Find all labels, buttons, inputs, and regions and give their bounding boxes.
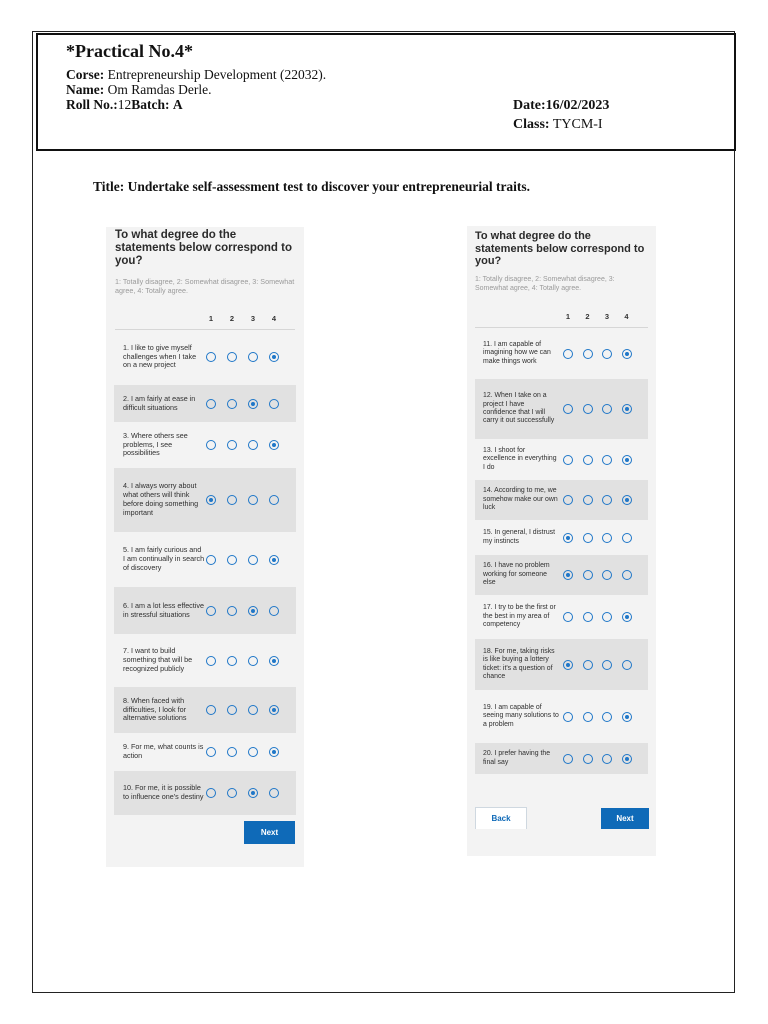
question-text: 4. I always worry about what others will think before doing something important [123,481,199,517]
rating-radio-1[interactable] [563,533,573,543]
column-header-1: 1 [208,314,214,323]
rating-radio-group [206,747,290,757]
rating-radio-4[interactable] [269,705,279,715]
selected-dot [566,536,570,540]
rating-radio-group [563,495,641,505]
next-button[interactable]: Next [244,821,295,844]
practical-header-box [36,33,736,151]
question-text: 14. According to me, we somehow make our own luck [483,487,558,512]
rating-radio-1[interactable] [206,747,216,757]
rating-radio-1[interactable] [206,788,216,798]
roll-value: 12 [117,97,132,112]
rating-radio-1[interactable] [206,352,216,362]
selected-dot [272,443,276,447]
rating-radio-4[interactable] [622,660,632,670]
survey-screenshot-2 [467,226,656,856]
date-value: 16/02/2023 [545,98,610,113]
rating-radio-3[interactable] [602,533,612,543]
selected-dot [625,715,629,719]
rating-radio-4[interactable] [269,656,279,666]
question-text: 3. Where others see problems, I see possibilities [123,430,188,458]
question-row [114,771,296,815]
rating-radio-3[interactable] [602,404,612,414]
question-row [114,636,296,685]
question-row [475,597,648,637]
rating-radio-1[interactable] [563,660,573,670]
class-line [513,117,603,133]
column-header-3: 3 [250,314,256,323]
rating-radio-group [206,399,290,409]
rating-radio-4[interactable] [269,747,279,757]
rating-radio-group [563,404,641,414]
selected-dot [272,659,276,663]
rating-radio-4[interactable] [622,533,632,543]
scale-legend: 1: Totally disagree, 2: Somewhat disagree, 3: Somewhat agree, 4: Totally agree. [115,277,295,295]
question-text: 20. I prefer having the final say [483,750,551,766]
question-text: 2. I am fairly at ease in difficult situations [123,393,196,412]
rating-radio-3[interactable] [248,495,258,505]
selected-dot [566,573,570,577]
rating-radio-4[interactable] [622,754,632,764]
rating-radio-group [563,533,641,543]
selected-dot [251,609,255,613]
back-button[interactable]: Back [475,807,527,829]
rating-radio-4[interactable] [622,570,632,580]
rating-radio-1[interactable] [563,754,573,764]
rating-radio-1[interactable] [563,495,573,505]
question-row [475,692,648,741]
question-text: 13. I shoot for excellence in everything I do [483,446,557,471]
selected-dot [251,791,255,795]
selected-dot [625,407,629,411]
rating-radio-2[interactable] [227,555,237,565]
rating-radio-3[interactable] [248,352,258,362]
question-heading: To what degree do the statements below correspond to you? [115,229,293,268]
question-row [114,385,296,422]
scale-column-headers [206,314,290,323]
question-row [114,331,296,383]
rating-radio-4[interactable] [269,440,279,450]
rating-radio-group [206,788,290,798]
rating-radio-group [206,656,290,666]
rating-radio-2[interactable] [583,660,593,670]
rating-radio-3[interactable] [248,440,258,450]
course-label: Corse: [66,67,105,82]
selected-dot [272,558,276,562]
rating-radio-group [563,754,641,764]
header-divider [115,329,295,330]
scale-column-headers [563,312,641,321]
survey-screenshot-1 [106,227,304,867]
question-row [475,743,648,774]
rating-radio-4[interactable] [622,404,632,414]
question-text: 5. I am fairly curious and I am continually in search of discovery [123,545,205,572]
rating-radio-group [563,612,641,622]
rating-radio-group [206,555,290,565]
name-line [66,82,211,98]
question-heading: To what degree do the statements below correspond to you? [475,230,645,268]
selected-dot [272,750,276,754]
course-value: Entrepreneurship Development (22032). [107,67,327,82]
question-text: 17. I try to be the first or the best in my area of competency [483,604,556,629]
rating-radio-group [563,455,641,465]
selected-dot [625,498,629,502]
rating-radio-group [563,660,641,670]
rating-radio-2[interactable] [583,712,593,722]
roll-label: Roll No.: [66,97,118,112]
batch-value: A [172,97,183,112]
rating-radio-group [206,440,290,450]
rating-radio-3[interactable] [248,606,258,616]
question-row [475,379,648,439]
date-label: Date: [513,98,546,113]
rating-radio-4[interactable] [622,712,632,722]
rating-radio-2[interactable] [227,352,237,362]
class-value: TYCM-I [552,117,603,132]
rating-radio-group [206,495,290,505]
question-row [475,522,648,553]
question-row [114,735,296,769]
question-row [475,639,648,690]
rating-radio-2[interactable] [583,455,593,465]
rating-radio-3[interactable] [248,705,258,715]
rating-radio-2[interactable] [583,533,593,543]
rating-radio-group [206,606,290,616]
rating-radio-3[interactable] [602,570,612,580]
selected-dot [625,458,629,462]
rating-radio-3[interactable] [248,399,258,409]
question-row [475,330,648,377]
rating-radio-1[interactable] [563,612,573,622]
date-line [513,98,609,114]
rating-radio-1[interactable] [206,440,216,450]
rating-radio-4[interactable] [622,612,632,622]
rating-radio-group [206,352,290,362]
rating-radio-2[interactable] [227,606,237,616]
rating-radio-group [563,570,641,580]
question-text: 12. When I take on a project I have confidence that I will carry it out successfully [483,392,555,425]
rating-radio-3[interactable] [602,612,612,622]
rating-radio-1[interactable] [563,349,573,359]
rating-radio-2[interactable] [583,495,593,505]
selected-dot [272,708,276,712]
column-header-4: 4 [271,314,277,323]
rating-radio-1[interactable] [206,705,216,715]
rating-radio-4[interactable] [269,606,279,616]
rating-radio-4[interactable] [622,495,632,505]
rating-radio-group [563,349,641,359]
scale-legend: 1: Totally disagree, 2: Somewhat disagree, 3: Somewhat agree, 4: Totally agree. [475,276,615,292]
rating-radio-group [563,712,641,722]
rating-radio-1[interactable] [206,495,216,505]
column-header-2: 2 [229,314,235,323]
rating-radio-2[interactable] [583,349,593,359]
rating-radio-4[interactable] [269,352,279,362]
rating-radio-1[interactable] [206,606,216,616]
rating-radio-3[interactable] [248,555,258,565]
rating-radio-3[interactable] [602,455,612,465]
rating-radio-1[interactable] [206,656,216,666]
selected-dot [625,615,629,619]
rating-radio-2[interactable] [583,754,593,764]
question-text: 1. I like to give myself challenges when I take on a new project [123,342,197,370]
rating-radio-1[interactable] [563,712,573,722]
rating-radio-3[interactable] [602,712,612,722]
rating-radio-2[interactable] [227,788,237,798]
rating-radio-4[interactable] [269,788,279,798]
selected-dot [625,352,629,356]
header-divider [475,327,648,328]
rating-radio-1[interactable] [563,404,573,414]
rating-radio-2[interactable] [583,612,593,622]
question-text: 6. I am a lot less effective in stressful situations [123,600,204,619]
question-text: 11. I am capable of imagining how we can make things work [483,340,551,365]
question-row [475,441,648,478]
selected-dot [625,757,629,761]
question-row [114,424,296,466]
rating-radio-4[interactable] [622,455,632,465]
column-header-3: 3 [604,312,610,321]
rating-radio-3[interactable] [602,754,612,764]
question-row [114,468,296,532]
selected-dot [209,498,213,502]
class-label: Class: [513,117,550,132]
question-text: 18. For me, taking risks is like buying a lottery ticket: it's a question of chance [483,647,555,680]
question-text: 8. When faced with difficulties, I look for alternative solutions [123,695,187,723]
selected-dot [272,355,276,359]
rating-radio-4[interactable] [269,495,279,505]
practical-number: *Practical No.4* [66,41,193,61]
question-text: 7. I want to build something that will be recognized publicly [123,646,193,673]
rating-radio-3[interactable] [602,495,612,505]
question-text: 9. For me, what counts is action [123,742,204,760]
question-text: 16. I have no problem working for someone else [483,562,550,587]
selected-dot [251,402,255,406]
rating-radio-1[interactable] [206,555,216,565]
selected-dot [566,663,570,667]
rating-radio-3[interactable] [248,747,258,757]
name-value: Om Ramdas Derle. [107,82,212,97]
rating-radio-1[interactable] [563,570,573,580]
rating-radio-2[interactable] [583,570,593,580]
column-header-1: 1 [565,312,571,321]
rating-radio-2[interactable] [227,747,237,757]
rating-radio-3[interactable] [602,660,612,670]
next-button[interactable]: Next [601,808,649,829]
question-text: 19. I am capable of seeing many solutions to a problem [483,703,559,728]
practical-title: Title: Undertake self-assessment test to discover your entrepreneurial traits. [93,179,531,194]
question-row [114,534,296,585]
rating-radio-1[interactable] [206,399,216,409]
rating-radio-3[interactable] [602,349,612,359]
question-row [475,480,648,520]
column-header-2: 2 [585,312,590,321]
question-text: 10. For me, it is possible to influence one's destiny [123,783,204,801]
name-label: Name: [66,82,105,97]
column-header-4: 4 [624,312,629,321]
rating-radio-1[interactable] [563,455,573,465]
roll-line [66,97,183,113]
question-row [114,687,296,733]
rating-radio-4[interactable] [622,349,632,359]
rating-radio-4[interactable] [269,399,279,409]
rating-radio-2[interactable] [227,705,237,715]
rating-radio-2[interactable] [227,399,237,409]
rating-radio-2[interactable] [583,404,593,414]
rating-radio-group [206,705,290,715]
course-line [66,67,326,83]
rating-radio-4[interactable] [269,555,279,565]
question-text: 15. In general, I distrust my instincts [483,529,556,545]
rating-radio-2[interactable] [227,656,237,666]
rating-radio-2[interactable] [227,440,237,450]
rating-radio-3[interactable] [248,656,258,666]
question-row [114,587,296,634]
batch-label: Batch: [131,97,170,112]
question-row [475,555,648,595]
rating-radio-3[interactable] [248,788,258,798]
rating-radio-2[interactable] [227,495,237,505]
